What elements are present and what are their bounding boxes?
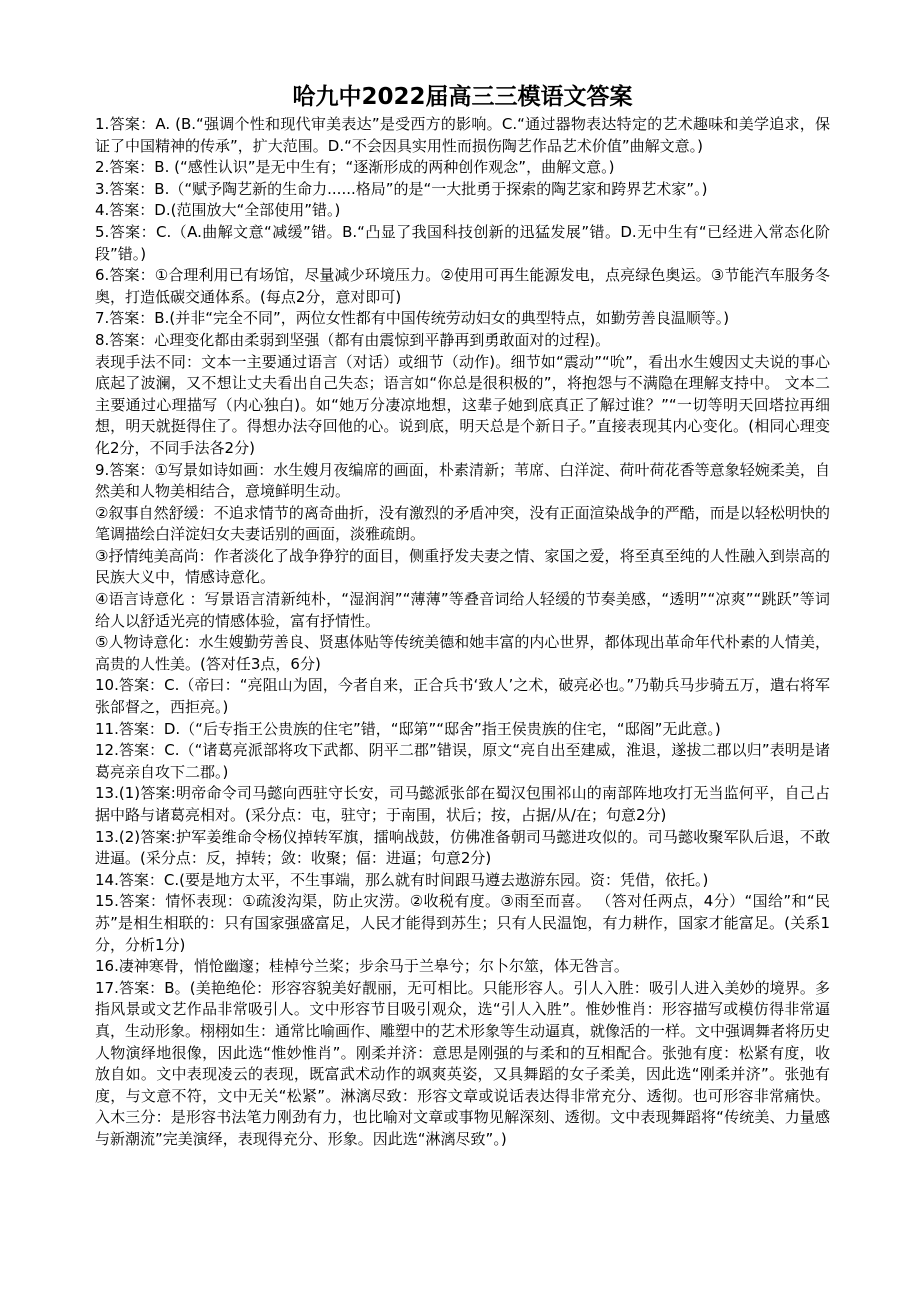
answer-12: 12.答案：C.（“诸葛亮派部将攻下武都、阴平二郡”错误，原文“亮自出至建威，淮退，遂拔二郡以归”表明是诸葛亮亲自攻下二郡。) xyxy=(95,741,830,781)
answer-5: 5.答案：C.（A.曲解文意“减缓”错。B.“凸显了我国科技创新的迅猛发展”错。D.无中生有“已经进入常态化阶段”错。) xyxy=(95,222,830,263)
answer-10: 10.答案：C.（帝曰：“亮阻山为固，今者自来，正合兵书‘致人’之术，破亮必也。”乃勒兵马步骑五万，遣右将军张郃督之，西拒亮。) xyxy=(95,676,830,717)
answer-7: 7.答案：B.(并非“完全不同”，两位女性都有中国传统劳动妇女的典型特点，如勤劳善良温顺等。) xyxy=(95,309,730,328)
answer-3: 3.答案：B.（“赋予陶艺新的生命力......格局”的是“一大批勇于探索的陶艺家和跨界艺术家”。) xyxy=(95,179,708,198)
answer-14: 14.答案：C.(要是地方太平，不生事端，那么就有时间跟马遵去遨游东园。资：凭借，依托。) xyxy=(95,870,709,889)
answer-11: 11.答案：D.（“后专指王公贵族的住宅”错，“邸第”“邸舍”指王侯贵族的住宅，“邸阁”无此意。) xyxy=(95,719,721,738)
answer-1: 1.答案：A. (B.“强调个性和现代审美表达”是受西方的影响。C.“通过器物表达特定的艺术趣味和美学追求，保证了中国精神的传承”，扩大范围。D.“不会因具实用性而损伤陶艺作品艺术价值”曲解文意。) xyxy=(95,115,830,155)
answer-document xyxy=(95,80,830,1151)
answer-4: 4.答案：D.(范围放大“全部使用”错。) xyxy=(95,201,341,220)
answer-17: 17.答案：B。(美艳绝伦：形容容貌美好靓丽，无可相比。只能形容人。引人入胜：吸引人进入美妙的境界。多指风景或文艺作品非常吸引人。文中形容节目吸引观众，选“引人入胜”。惟妙惟肖：形容描写或模仿得非常逼真，生动形象。栩栩如生：通常比喻画作、雕塑中的艺术形象等生动逼真，就像活的一样。文中强调舞者将历史人物演绎地很像，因此选“惟妙惟肖”。刚柔并济：意思是刚强的与柔和的互相配合。张弛有度：松紧有度，收放自如。文中表现凌云的表现，既富武术动作的飒爽英姿，又具舞蹈的女子柔美，因此选“刚柔并济”。张弛有度，与文意不符，文中无关“松紧”。淋漓尽致：形容文章或说话表达得非常充分、透彻。也可形容非常痛快。入木三分：是形容书法笔力刚劲有力，也比喻对文章或事物见解深刻、透彻。文中表现舞蹈将“传统美、力量感与新潮流”完美演绎，表现得充分、形象。因此选“淋漓尽致”。) xyxy=(95,978,831,1148)
answer-8: 8.答案：心理变化都由柔弱到坚强（都有由震惊到平静再到勇敢面对的过程)。 xyxy=(95,330,611,349)
answer-9-point-5: ⑤人物诗意化：水生嫂勤劳善良、贤惠体贴等传统美德和她丰富的内心世界，都体现出革命年代朴素的人情美，高贵的人性美。(答对任3点，6分) xyxy=(95,633,830,673)
answer-9-point-2: ②叙事自然舒缓：不追求情节的离奇曲折，没有激烈的矛盾冲突，没有正面渲染战争的严酷，而是以轻松明快的笔调描绘白洋淀妇女夫妻话别的画面，淡雅疏朗。 xyxy=(95,503,830,544)
answer-13-1: 13.(1)答案:明帝命令司马懿向西驻守长安，司马懿派张郃在蜀汉包围祁山的南部阵地攻打无当监何平，自己占据中路与诸葛亮相对。(采分点：屯，驻守；于南围，状后；按，占据/从/在；句意2分) xyxy=(95,784,830,824)
answer-body xyxy=(95,114,830,1151)
answer-13-2: 13.(2)答案:护军姜维命令杨仪掉转军旗，擂响战鼓，仿佛准备朝司马懿进攻似的。司马懿收聚军队后退，不敢进逼。(采分点：反，掉转；敛：收聚；偪：进逼；句意2分) xyxy=(95,827,830,868)
answer-2: 2.答案：B. (“感性认识”是无中生有；“逐渐形成的两种创作观念”，曲解文意。) xyxy=(95,158,615,177)
answer-9-point-1: 9.答案：①写景如诗如画：水生嫂月夜编席的画面，朴素清新；苇席、白洋淀、荷叶荷花香等意象轻婉柔美，自然美和人物美相结合，意境鲜明生动。 xyxy=(95,460,830,501)
answer-9-point-4: ④语言诗意化 ：写景语言清新纯朴，“湿润润”“薄薄”等叠音词给人轻缓的节奏美感，“透明”“凉爽”“跳跃”等词给人以舒适光亮的情感体验，富有抒情性。 xyxy=(95,590,830,630)
answer-9-point-3: ③抒情纯美高尚：作者淡化了战争狰狞的面目，侧重抒发夫妻之情、家国之爱，将至真至纯的人性融入到崇高的民族大义中，情感诗意化。 xyxy=(95,546,830,587)
answer-16: 16.凄神寒骨，悄怆幽邃；桂棹兮兰桨；步余马于兰皋兮；尔卜尔筮，体无咎言。 xyxy=(95,957,629,976)
answer-6: 6.答案：①合理利用已有场馆，尽量减少环境压力。②使用可再生能源发电，点亮绿色奥运。③节能汽车服务冬奥，打造低碳交通体系。(每点2分，意对即可) xyxy=(95,266,830,306)
document-title: 哈九中2022届高三三模语文答案 xyxy=(292,84,633,110)
answer-15: 15.答案：情怀表现：①疏浚沟渠，防止灾涝。②收税有度。③雨至而喜。 （答对任两点，4分）“国给”和“民苏”是相生相联的：只有国家强盛富足，人民才能得到苏生；只有人民温饱，有力耕作，国家才能富足。(关系1分，分析1分) xyxy=(95,892,830,954)
answer-8-technique: 表现手法不同：文本一主要通过语言（对话）或细节（动作)。细节如“震动”“吮”，看出水生嫂因丈夫说的事心底起了波澜，又不想让丈夫看出自己失态；语言如“你总是很积极的”，将抱怨与不满隐在理解支持中。 文本二主要通过心理描写（内心独白)。如“她万分凄凉地想，这辈子她到底真正了解过谁？”“一切等明天回塔拉再细想，明天就挺得住了。得想办法夺回他的心。说到底，明天总是个新日子。”直接表现其内心变化。(相同心理变化2分，不同手法各2分) xyxy=(95,352,830,457)
